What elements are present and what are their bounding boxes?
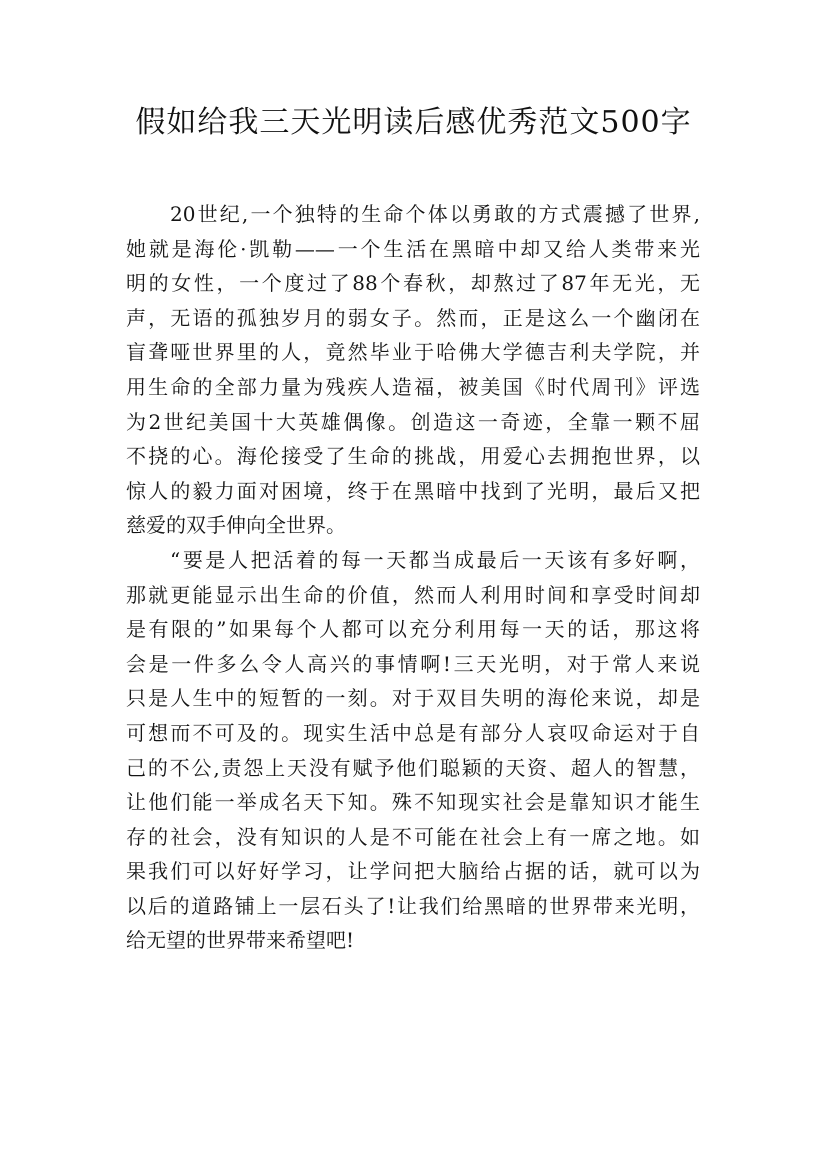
- paragraph-line: 20世纪,一个独特的生命个体以勇敢的方式震撼了世界,: [170, 202, 700, 226]
- paragraph-2: [126, 543, 700, 958]
- paragraph-line: 慈爱的双手伸向全世界。: [126, 513, 346, 538]
- paragraph-line: 她就是海伦·凯勒——一个生活在黑暗中却又给人类带来光: [126, 236, 700, 261]
- document-title: 假如给我三天光明读后感优秀范文500字: [135, 105, 692, 140]
- paragraph-line: “要是人把活着的每一天都当成最后一天该有多好啊，: [170, 547, 700, 572]
- paragraph-line: 为2世纪美国十大英雄偶像。创造这一奇迹，全靠一颗不屈: [126, 409, 700, 434]
- paragraph-line: 盲聋哑世界里的人，竟然毕业于哈佛大学德吉利夫学院，并: [126, 340, 700, 365]
- paragraph-line: 存的社会，没有知识的人是不可能在社会上有一席之地。如: [126, 824, 700, 849]
- paragraph-line: 惊人的毅力面对困境，终于在黑暗中找到了光明，最后又把: [126, 478, 700, 503]
- paragraph-1: [126, 197, 700, 543]
- paragraph-line: 是有限的”如果每个人都可以充分利用每一天的话，那这将: [126, 617, 700, 642]
- document-body: [126, 197, 700, 958]
- paragraph-line: 只是人生中的短暂的一刻。对于双目失明的海伦来说，却是: [126, 686, 700, 711]
- paragraph-line: 用生命的全部力量为残疾人造福，被美国《时代周刊》评选: [126, 374, 700, 399]
- paragraph-line: 那就更能显示出生命的价值，然而人利用时间和享受时间却: [126, 582, 700, 607]
- paragraph-line: 以后的道路铺上一层石头了!让我们给黑暗的世界带来光明，: [126, 893, 700, 918]
- paragraph-line: 不挠的心。海伦接受了生命的挑战，用爱心去拥抱世界，以: [126, 444, 700, 469]
- paragraph-line: 明的女性，一个度过了88个春秋，却熬过了87年无光，无: [126, 271, 700, 296]
- paragraph-line: 会是一件多么令人高兴的事情啊!三天光明，对于常人来说: [126, 651, 700, 676]
- paragraph-line: 果我们可以好好学习，让学问把大脑给占据的话，就可以为: [126, 859, 700, 884]
- paragraph-line: 给无望的世界带来希望吧!: [126, 928, 355, 953]
- paragraph-line: 可想而不可及的。现实生活中总是有部分人哀叹命运对于自: [126, 720, 700, 745]
- paragraph-line: 让他们能一举成名天下知。殊不知现实社会是靠知识才能生: [126, 790, 700, 815]
- paragraph-line: 声，无语的孤独岁月的弱女子。然而，正是这么一个幽闭在: [126, 305, 700, 330]
- paragraph-line: 己的不公,责怨上天没有赋予他们聪颖的天资、超人的智慧，: [126, 755, 700, 780]
